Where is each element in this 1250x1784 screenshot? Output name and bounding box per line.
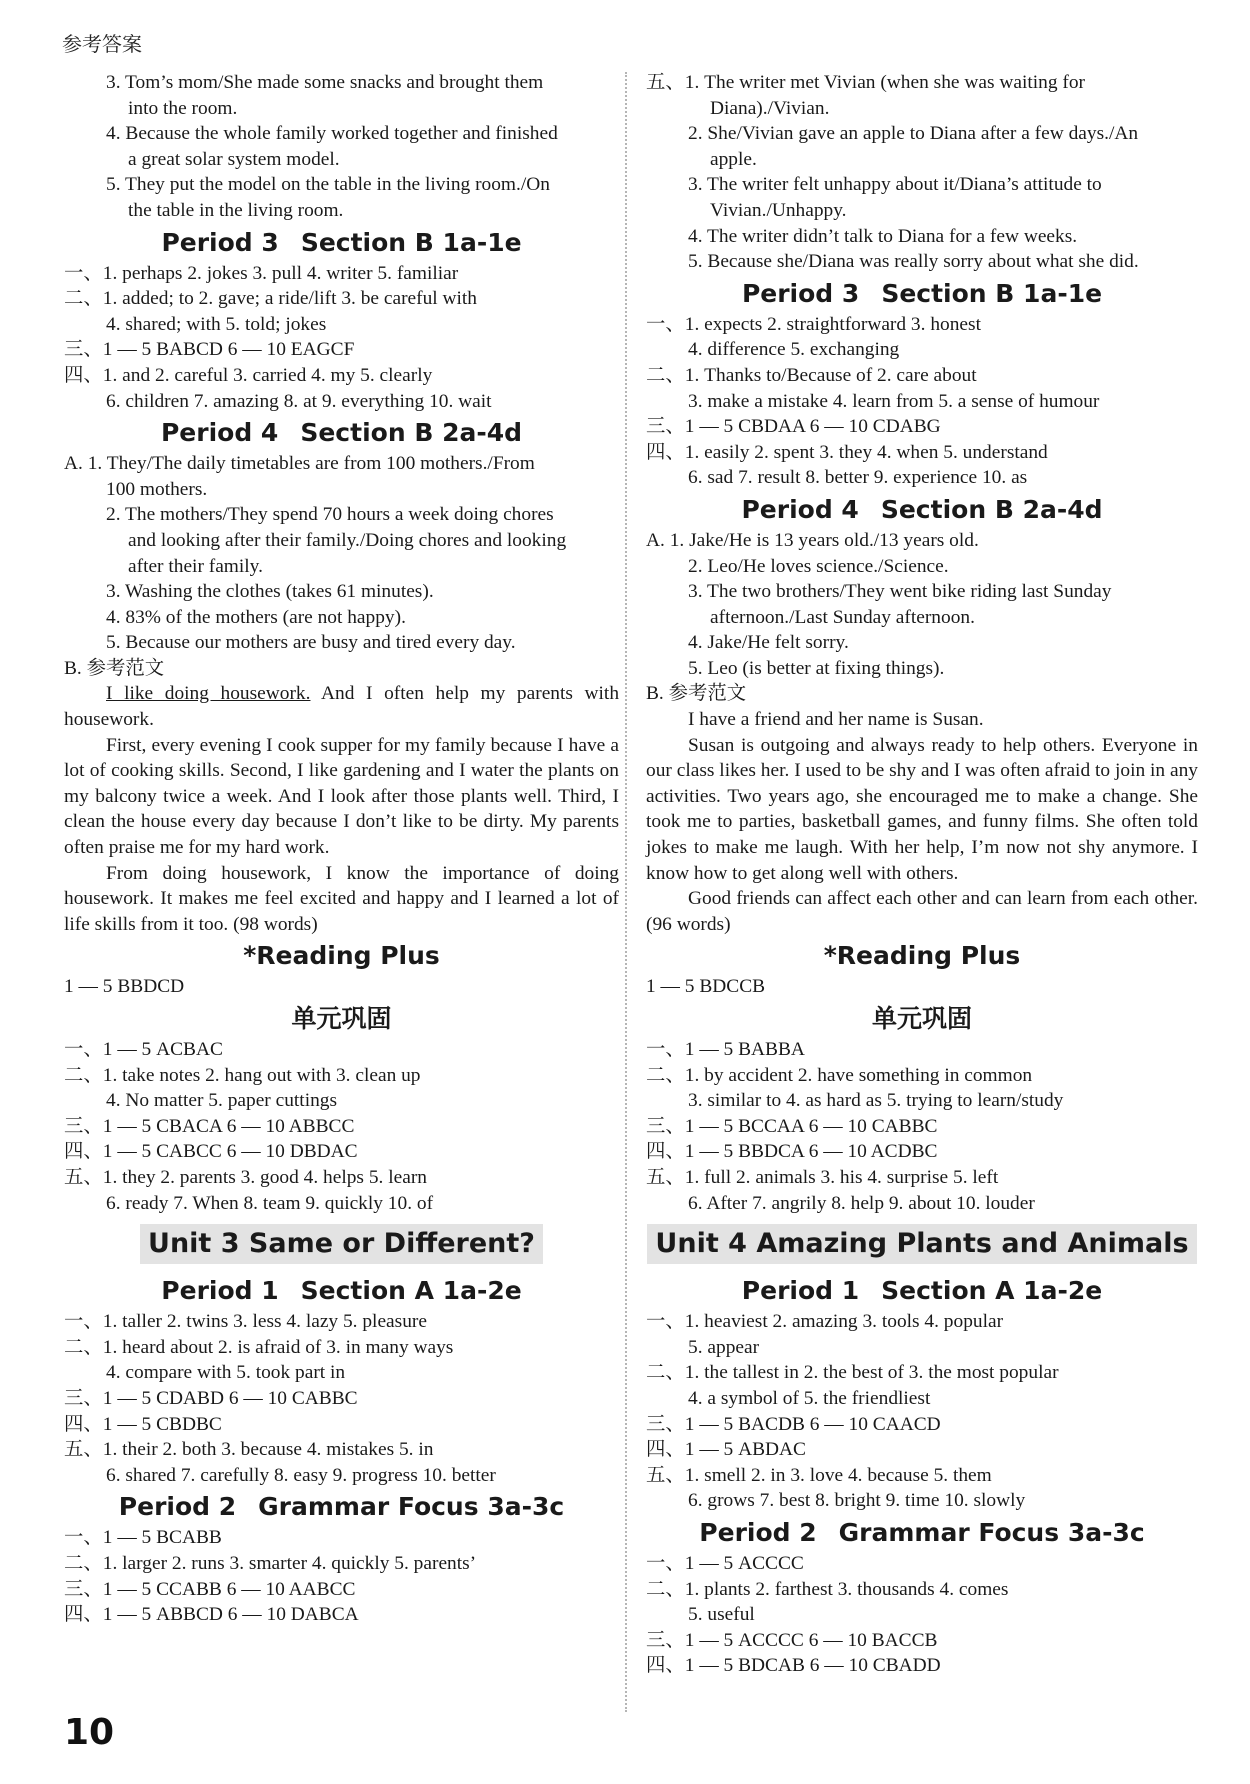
answer-line: 4. The writer didn’t talk to Diana for a few weeks. xyxy=(688,225,1078,247)
answer-line: 1 — 5 BDCCB xyxy=(646,976,766,998)
answer-line: 五、1. The writer met Vivian (when she was waiting for xyxy=(646,72,1085,93)
unit4-period2-answers xyxy=(646,1551,1198,1679)
answer-line: 一、1 — 5 ACBAC xyxy=(64,1039,223,1060)
answer-line: 二、1. plants 2. farthest 3. thousands 4. comes xyxy=(646,1578,1009,1600)
answer-line: 4. compare with 5. took part in xyxy=(106,1362,346,1384)
essay-paragraph: First, every evening I cook supper for my family because I have a lot of cooking skills. Second, I like gardening and I water the plants on my balcony twice a week. And I look after those plants well. Third, I clean the house every day because I don’t like to be dirty. My parents often praise me for my hard work. xyxy=(64,734,619,859)
answer-line: 二、1. heard about 2. is afraid of 3. in many ways xyxy=(64,1336,454,1358)
essay-paragraph: Susan is outgoing and always ready to help others. Everyone in our class likes her. I used to be shy and I was often afraid to join in any activities. Two years ago, she encouraged me to make a change. She took me to parties, basketball games, and funny films. She often told jokes to make me laugh. With her help, I’m now not shy anymore. I know how to get along well with others. xyxy=(646,734,1198,884)
answer-line: 3. make a mistake 4. learn from 5. a sense of humour xyxy=(688,390,1100,412)
period-title: Period 1 Section A 1a-2e xyxy=(161,1276,522,1306)
period-4-answers xyxy=(64,451,619,681)
answer-line: 6. After 7. angrily 8. help 9. about 10. louder xyxy=(688,1192,1035,1214)
answer-line: 二、1. take notes 2. hang out with 3. clean up xyxy=(64,1064,421,1086)
answer-line: 一、1. heaviest 2. amazing 3. tools 4. popular xyxy=(646,1311,1004,1333)
answer-line: and looking after their family./Doing chores and looking xyxy=(128,529,567,551)
answer-line: into the room. xyxy=(128,97,238,119)
sample-essay xyxy=(646,707,1198,937)
answer-line: 四、1 — 5 BBDCA 6 — 10 ACDBC xyxy=(646,1141,938,1163)
answer-line: 五、1. smell 2. in 3. love 4. because 5. them xyxy=(646,1464,992,1486)
period-title: Period 4 Section B 2a-4d xyxy=(741,494,1103,524)
answer-line: 五、1. full 2. animals 3. his 4. surprise 5. left xyxy=(646,1166,999,1188)
right-column xyxy=(646,70,1198,1679)
answer-line: 3. The two brothers/They went bike riding last Sunday xyxy=(688,581,1112,603)
left-top-items xyxy=(64,70,619,224)
answer-line: 4. Jake/He felt sorry. xyxy=(688,632,849,654)
answer-line: 5. Because she/Diana was really sorry about what she did. xyxy=(688,251,1139,273)
period-title: Period 1 Section A 1a-2e xyxy=(741,1276,1103,1306)
period-3-answers xyxy=(646,312,1198,491)
answer-line: 6. ready 7. When 8. team 9. quickly 10. of xyxy=(106,1192,434,1214)
answer-line: A. 1. They/The daily timetables are from 100 mothers./From xyxy=(64,453,535,475)
answer-line: 5. useful xyxy=(688,1604,755,1626)
unit4-period1-answers xyxy=(646,1309,1198,1514)
answer-line: 100 mothers. xyxy=(106,478,208,500)
answer-line: 四、1 — 5 CABCC 6 — 10 DBDAC xyxy=(64,1141,358,1163)
answer-line: 二、1. Thanks to/Because of 2. care about xyxy=(646,364,977,386)
answer-line: 2. The mothers/They spend 70 hours a week doing chores xyxy=(106,504,554,526)
answer-line: Diana)./Vivian. xyxy=(710,97,830,119)
answer-line: 二、1. the tallest in 2. the best of 3. the most popular xyxy=(646,1362,1059,1384)
answer-line: 2. She/Vivian gave an apple to Diana after a few days./An xyxy=(688,123,1139,145)
answer-line: 5. They put the model on the table in the living room./On xyxy=(106,174,550,196)
answer-line: 一、1. expects 2. straightforward 3. honest xyxy=(646,313,981,335)
answer-line: 一、1. taller 2. twins 3. less 4. lazy 5. pleasure xyxy=(64,1311,427,1333)
answer-line: 四、1. and 2. careful 3. carried 4. my 5. clearly xyxy=(64,364,433,386)
period-title: Period 4 Section B 2a-4d xyxy=(160,418,523,448)
answer-line: after their family. xyxy=(128,555,263,577)
answer-line: the table in the living room. xyxy=(128,199,344,221)
answer-line: 4. a symbol of 5. the friendliest xyxy=(688,1387,931,1409)
answer-line: 五、1. their 2. both 3. because 4. mistakes 5. in xyxy=(64,1439,434,1461)
answer-line: 一、1. perhaps 2. jokes 3. pull 4. writer 5. familiar xyxy=(64,262,459,284)
answer-line: 5. Leo (is better at fixing things). xyxy=(688,657,945,679)
answer-line: 1 — 5 BBDCD xyxy=(64,976,185,998)
answer-line: 6. grows 7. best 8. bright 9. time 10. slowly xyxy=(688,1490,1026,1512)
essay-text: And I often help my parents with housework. xyxy=(64,683,620,731)
answer-line: 3. similar to 4. as hard as 5. trying to learn/study xyxy=(688,1090,1064,1112)
answer-line: 6. children 7. amazing 8. at 9. everything 10. wait xyxy=(106,390,492,412)
answer-line: 3. The writer felt unhappy about it/Diana’s attitude to xyxy=(688,174,1102,196)
page-number: 10 xyxy=(64,1712,115,1753)
unit3-period1-answers xyxy=(64,1309,619,1488)
review-title: 单元巩固 xyxy=(291,1004,392,1033)
answer-line: 5. appear xyxy=(688,1336,760,1358)
answer-line: 四、1 — 5 ABBCD 6 — 10 DABCA xyxy=(64,1604,359,1626)
answer-line: afternoon./Last Sunday afternoon. xyxy=(710,606,975,628)
reading-plus-title: *Reading Plus xyxy=(823,941,1021,971)
answer-line: 2. Leo/He loves science./Science. xyxy=(688,555,949,577)
answer-line: 一、1 — 5 BABBA xyxy=(646,1039,805,1060)
answer-line: 4. shared; with 5. told; jokes xyxy=(106,313,327,335)
answer-line: 三、1 — 5 CBDAA 6 — 10 CDABG xyxy=(646,416,941,438)
review-title: 单元巩固 xyxy=(871,1004,972,1033)
sample-essay xyxy=(64,681,619,937)
period-3-answers xyxy=(64,261,619,415)
essay-paragraph: From doing housework, I know the importance of doing housework. It makes me feel excited and happy and I learned a lot of life skills from it too. (98 words) xyxy=(64,862,619,935)
answer-line: 三、1 — 5 BABCD 6 — 10 EAGCF xyxy=(64,339,355,361)
unit-title: Unit 3 Same or Different? xyxy=(140,1224,543,1264)
answer-line: 二、1. larger 2. runs 3. smarter 4. quickly 5. parents’ xyxy=(64,1552,477,1574)
answer-line: 二、1. added; to 2. gave; a ride/lift 3. be careful with xyxy=(64,288,477,310)
answer-line: 三、1 — 5 BCCAA 6 — 10 CABBC xyxy=(646,1115,938,1137)
answer-line: 5. Because our mothers are busy and tired every day. xyxy=(106,632,516,654)
answer-line: 三、1 — 5 CBACA 6 — 10 ABBCC xyxy=(64,1115,355,1137)
answer-line: 五、1. they 2. parents 3. good 4. helps 5. learn xyxy=(64,1166,427,1188)
answer-line: 3. Washing the clothes (takes 61 minutes). xyxy=(106,581,434,603)
answer-line: B. 参考范文 xyxy=(646,683,747,705)
period-title: Period 3 Section B 1a-1e xyxy=(741,278,1103,308)
answer-line: A. 1. Jake/He is 13 years old./13 years old. xyxy=(646,529,979,551)
reading-plus-title: *Reading Plus xyxy=(243,941,440,971)
answer-line: 4. 83% of the mothers (are not happy). xyxy=(106,606,406,628)
answer-line: 6. shared 7. carefully 8. easy 9. progress 10. better xyxy=(106,1464,496,1486)
answer-line: 四、1 — 5 CBDBC xyxy=(64,1413,222,1435)
essay-paragraph: Good friends can affect each other and can learn from each other. (96 words) xyxy=(646,888,1198,935)
answer-line: 四、1. easily 2. spent 3. they 4. when 5. understand xyxy=(646,441,1048,463)
period-4-answers xyxy=(646,528,1198,707)
answer-line: 三、1 — 5 CCABB 6 — 10 AABCC xyxy=(64,1578,356,1600)
right-top-items xyxy=(646,70,1198,275)
answer-line: 三、1 — 5 CDABD 6 — 10 CABBC xyxy=(64,1387,358,1409)
period-title: Period 2 Grammar Focus 3a-3c xyxy=(699,1517,1145,1547)
essay-topic-sentence: I like doing housework. xyxy=(106,683,311,705)
answer-line: 四、1 — 5 ABDAC xyxy=(646,1439,806,1461)
column-divider xyxy=(625,72,627,1712)
left-column xyxy=(64,70,619,1628)
answer-line: Vivian./Unhappy. xyxy=(710,199,847,221)
answer-line: 二、1. by accident 2. have something in common xyxy=(646,1064,1033,1086)
answer-line: 一、1 — 5 BCABB xyxy=(64,1527,222,1549)
review-answers xyxy=(64,1037,619,1216)
unit-title: Unit 4 Amazing Plants and Animals xyxy=(647,1224,1196,1264)
header-label: 参考答案 xyxy=(62,32,142,56)
answer-line: 三、1 — 5 ACCCC 6 — 10 BACCB xyxy=(646,1629,938,1651)
answer-line: a great solar system model. xyxy=(128,148,340,170)
answer-line: apple. xyxy=(710,148,757,170)
answer-line: 三、1 — 5 BACDB 6 — 10 CAACD xyxy=(646,1413,941,1435)
answer-line: B. 参考范文 xyxy=(64,657,165,679)
period-title: Period 2 Grammar Focus 3a-3c xyxy=(118,1492,565,1522)
answer-line: 3. Tom’s mom/She made some snacks and brought them xyxy=(106,72,544,93)
answer-line: 4. Because the whole family worked together and finished xyxy=(106,123,558,145)
unit3-period2-answers xyxy=(64,1525,619,1627)
review-answers xyxy=(646,1037,1198,1216)
answer-line: 6. sad 7. result 8. better 9. experience 10. as xyxy=(688,467,1028,489)
period-title: Period 3 Section B 1a-1e xyxy=(161,227,522,257)
essay-paragraph: I have a friend and her name is Susan. xyxy=(688,709,984,731)
answer-line: 一、1 — 5 ACCCC xyxy=(646,1552,804,1574)
answer-line: 四、1 — 5 BDCAB 6 — 10 CBADD xyxy=(646,1655,941,1677)
answer-line: 4. No matter 5. paper cuttings xyxy=(106,1090,338,1112)
answer-line: 4. difference 5. exchanging xyxy=(688,339,900,361)
